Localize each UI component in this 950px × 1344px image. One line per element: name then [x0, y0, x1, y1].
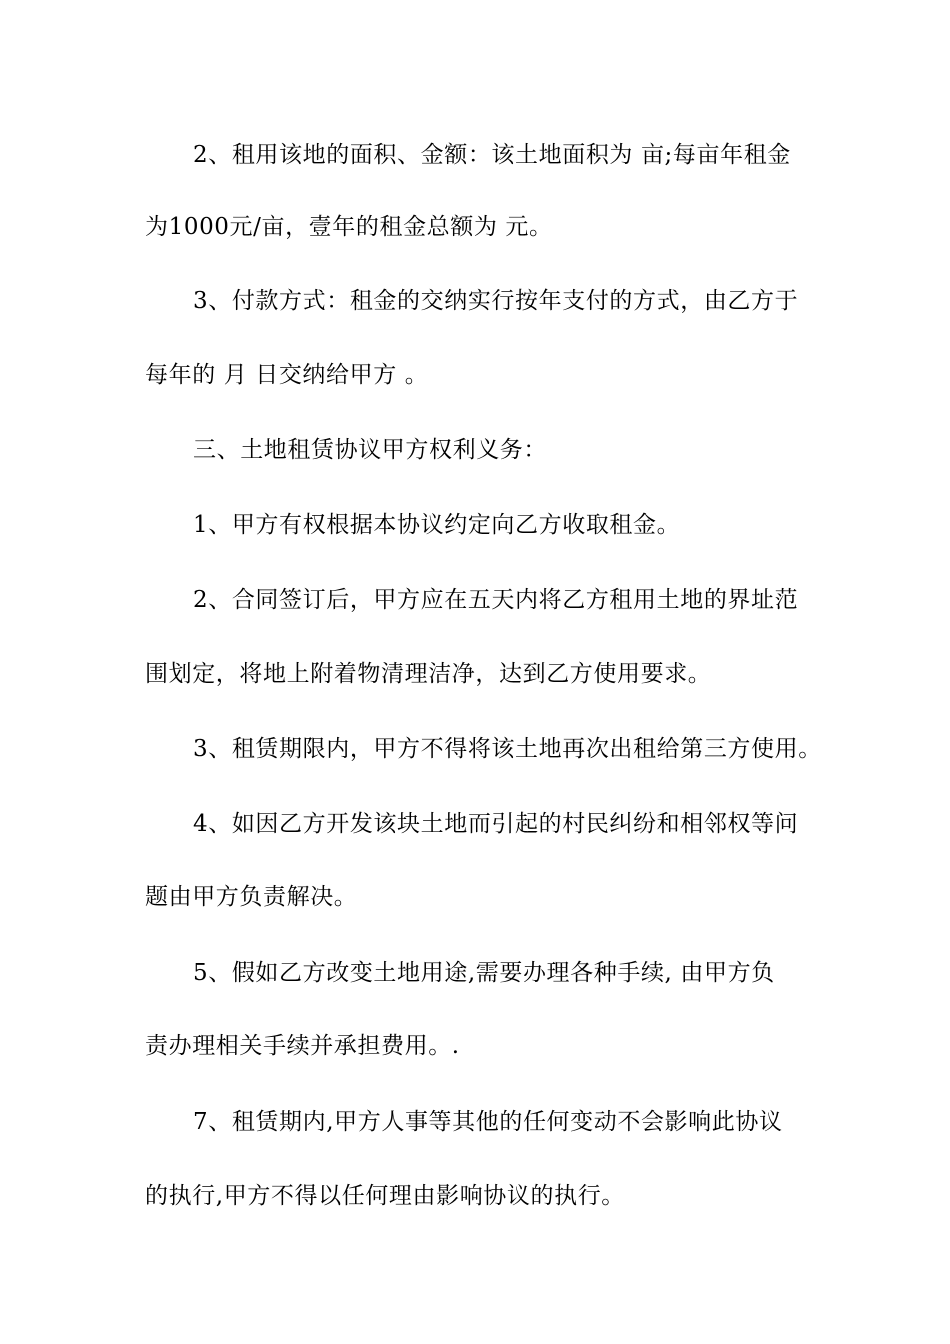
paragraph-line: 3、租赁期限内，甲方不得将该土地再次出租给第三方使用。: [193, 736, 822, 762]
paragraph-line: 围划定，将地上附着物清理洁净，达到乙方使用要求。: [145, 661, 712, 687]
paragraph-line: 4、如因乙方开发该块土地而引起的村民纠纷和相邻权等问: [193, 811, 799, 837]
paragraph-line: 2、租用该地的面积、金额：该土地面积为 亩;每亩年租金: [193, 142, 791, 168]
paragraph-line: 7、租赁期内,甲方人事等其他的任何变动不会影响此协议: [193, 1109, 783, 1135]
paragraph-line: 1、甲方有权根据本协议约定向乙方收取租金。: [193, 512, 681, 538]
paragraph-line: 3、付款方式：租金的交纳实行按年支付的方式，由乙方于: [193, 288, 799, 314]
paragraph-line: 的执行,甲方不得以任何理由影响协议的执行。: [145, 1183, 625, 1209]
paragraph-line: 5、假如乙方改变土地用途,需要办理各种手续, 由甲方负: [193, 960, 775, 986]
paragraph-line: 为1000元/亩，壹年的租金总额为 元。: [145, 214, 553, 240]
paragraph-line: 责办理相关手续并承担费用。.: [145, 1033, 460, 1059]
paragraph-line: 题由甲方负责解决。: [145, 884, 358, 910]
paragraph-line: 每年的 月 日交纳给甲方 。: [145, 362, 429, 388]
section-heading: 三、土地租赁协议甲方权利义务：: [193, 437, 547, 463]
paragraph-line: 2、合同签订后，甲方应在五天内将乙方租用土地的界址范: [193, 587, 799, 613]
